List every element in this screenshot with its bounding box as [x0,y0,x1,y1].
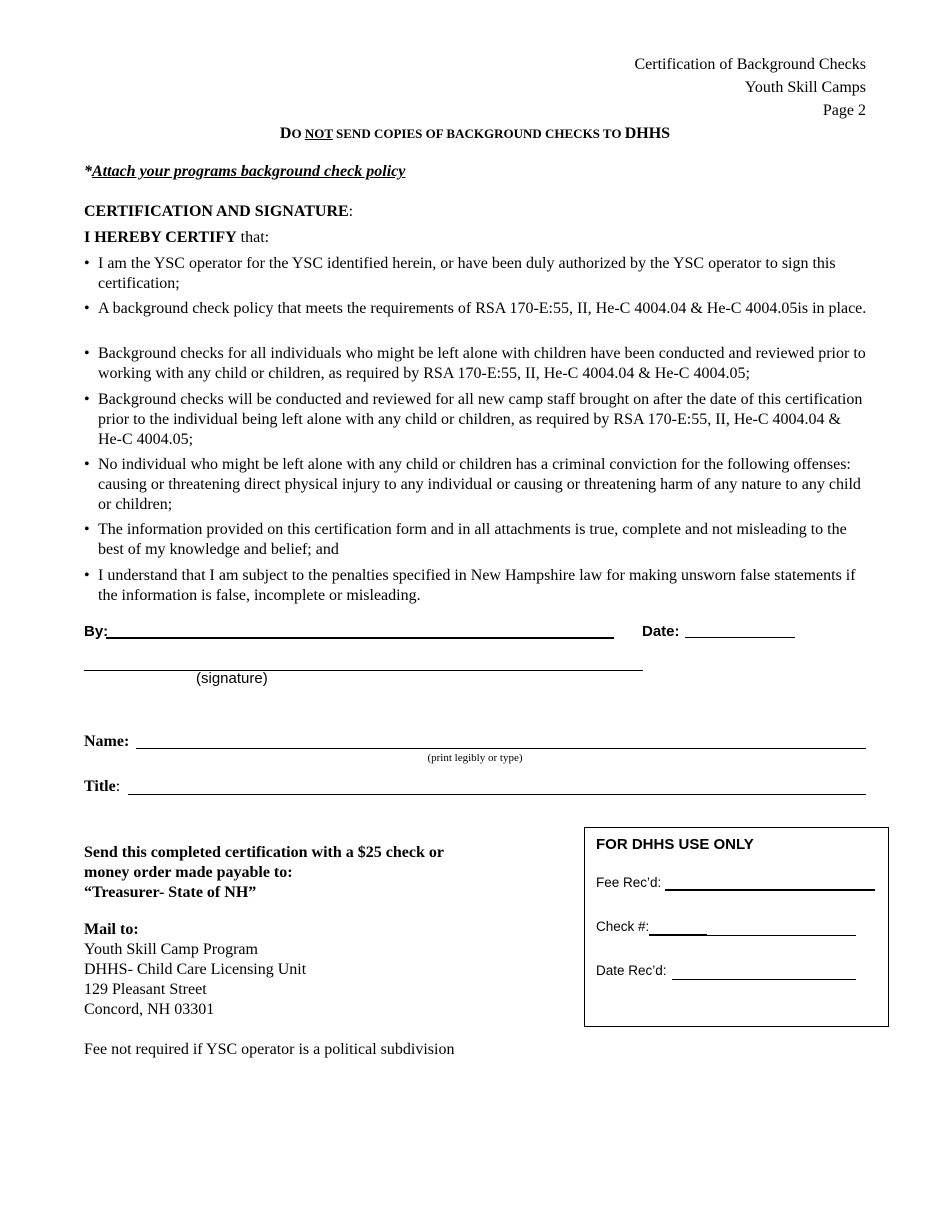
certification-heading-text: CERTIFICATION AND SIGNATURE [84,203,349,220]
payment-line: Send this completed certification with a $25 check or [84,844,444,861]
header-subtitle: Youth Skill Camps [744,79,866,96]
bullet-dot: • [84,391,90,408]
list-item-text: A background check policy that meets the requirements of RSA 170-E:55, II, He-C 4004.04 & He-C 4004.05is in place. [98,300,867,317]
date-label: Date: [642,623,680,640]
certification-heading [84,202,353,222]
payment-instructions [84,843,444,903]
title-label-colon: : [115,778,121,795]
list-item-text: I understand that I am subject to the penalties specified in New Hampshire law for making unsworn false statements if the information is false, incomplete or misleading. [98,567,856,604]
list-item-text: Background checks for all individuals who might be left alone with children have been conducted and reviewed prior to working with any child or children, as required by RSA 170-E:55, II, He-C 4004.04 & He-C 4004.05; [98,345,866,382]
notice-o: O [291,126,302,141]
list-item-text: No individual who might be left alone with any child or children has a criminal conviction for the following offenses: causing or threatening direct physical injury to any individual or causing or threatening harm of any nature to any child or children; [98,456,861,513]
title-label-text: Title [84,778,116,795]
list-item-text: Background checks will be conducted and reviewed for all new camp staff brought on after the date of this certification prior to the individual being left alone with any child or children, as required by RSA 170-E:55, II, He-C 4004.04 & He-C 4004.05; [98,391,863,448]
bullet-dot: • [84,300,90,317]
notice-rest: SEND COPIES OF BACKGROUND CHECKS TO [332,126,625,141]
bullet-dot: • [84,521,90,538]
bullet-dot: • [84,567,90,584]
dhhs-box-title: FOR DHHS USE ONLY [596,836,754,853]
address-line: 129 Pleasant Street [84,981,207,998]
fee-received-label: Fee Rec’d: [596,875,662,890]
attach-policy-note [84,162,405,182]
fee-note: Fee not required if YSC operator is a political subdivision [84,1041,455,1058]
dhhs-use-only-box [584,827,889,1027]
by-label: By: [84,623,109,640]
mail-to-label: Mail to: [84,921,139,938]
title-label [84,777,120,797]
bullet-dot: • [84,255,90,272]
notice-not: NOT [304,126,333,141]
certification-heading-colon: : [348,203,354,220]
date-field[interactable] [685,637,795,638]
name-caption: (print legibly or type) [427,752,523,764]
date-received-field[interactable] [672,979,856,980]
name-field[interactable] [136,748,866,749]
check-number-field-bold[interactable] [649,934,707,936]
check-number-label: Check #: [596,919,650,934]
certify-rest: that: [236,229,270,246]
name-label: Name: [84,733,130,750]
address-line: Concord, NH 03301 [84,1001,215,1018]
fee-received-field[interactable] [665,889,875,891]
check-number-field[interactable] [707,935,856,936]
title-field[interactable] [128,794,866,795]
certify-bold: I HEREBY CERTIFY [84,229,237,246]
signature-caption: (signature) [196,670,268,687]
header-title: Certification of Background Checks [634,56,866,73]
dhhs-notice [0,124,950,144]
payable-to: “Treasurer- State of NH” [84,884,257,901]
address-line: Youth Skill Camp Program [84,941,258,958]
attach-star: * [84,163,92,180]
bullet-dot: • [84,456,90,473]
list-item-text: I am the YSC operator for the YSC identified herein, or have been duly authorized by the YSC operator to sign this certification; [98,255,836,292]
certify-statement [84,228,269,248]
notice-do: D [279,125,292,142]
list-item-text: The information provided on this certification form and in all attachments is true, complete and not misleading to the best of my knowledge and belief; and [98,521,847,558]
notice-dhhs: DHHS [624,125,671,142]
mailing-address [84,920,306,1020]
bullet-dot: • [84,345,90,362]
page-number: Page 2 [822,102,866,119]
payment-line: money order made payable to: [84,864,293,881]
address-line: DHHS- Child Care Licensing Unit [84,961,307,978]
signature-line[interactable] [84,670,643,671]
by-signature-field[interactable] [106,637,614,639]
attach-text: Attach your programs background check policy [92,163,406,180]
date-received-label: Date Rec’d: [596,963,667,978]
